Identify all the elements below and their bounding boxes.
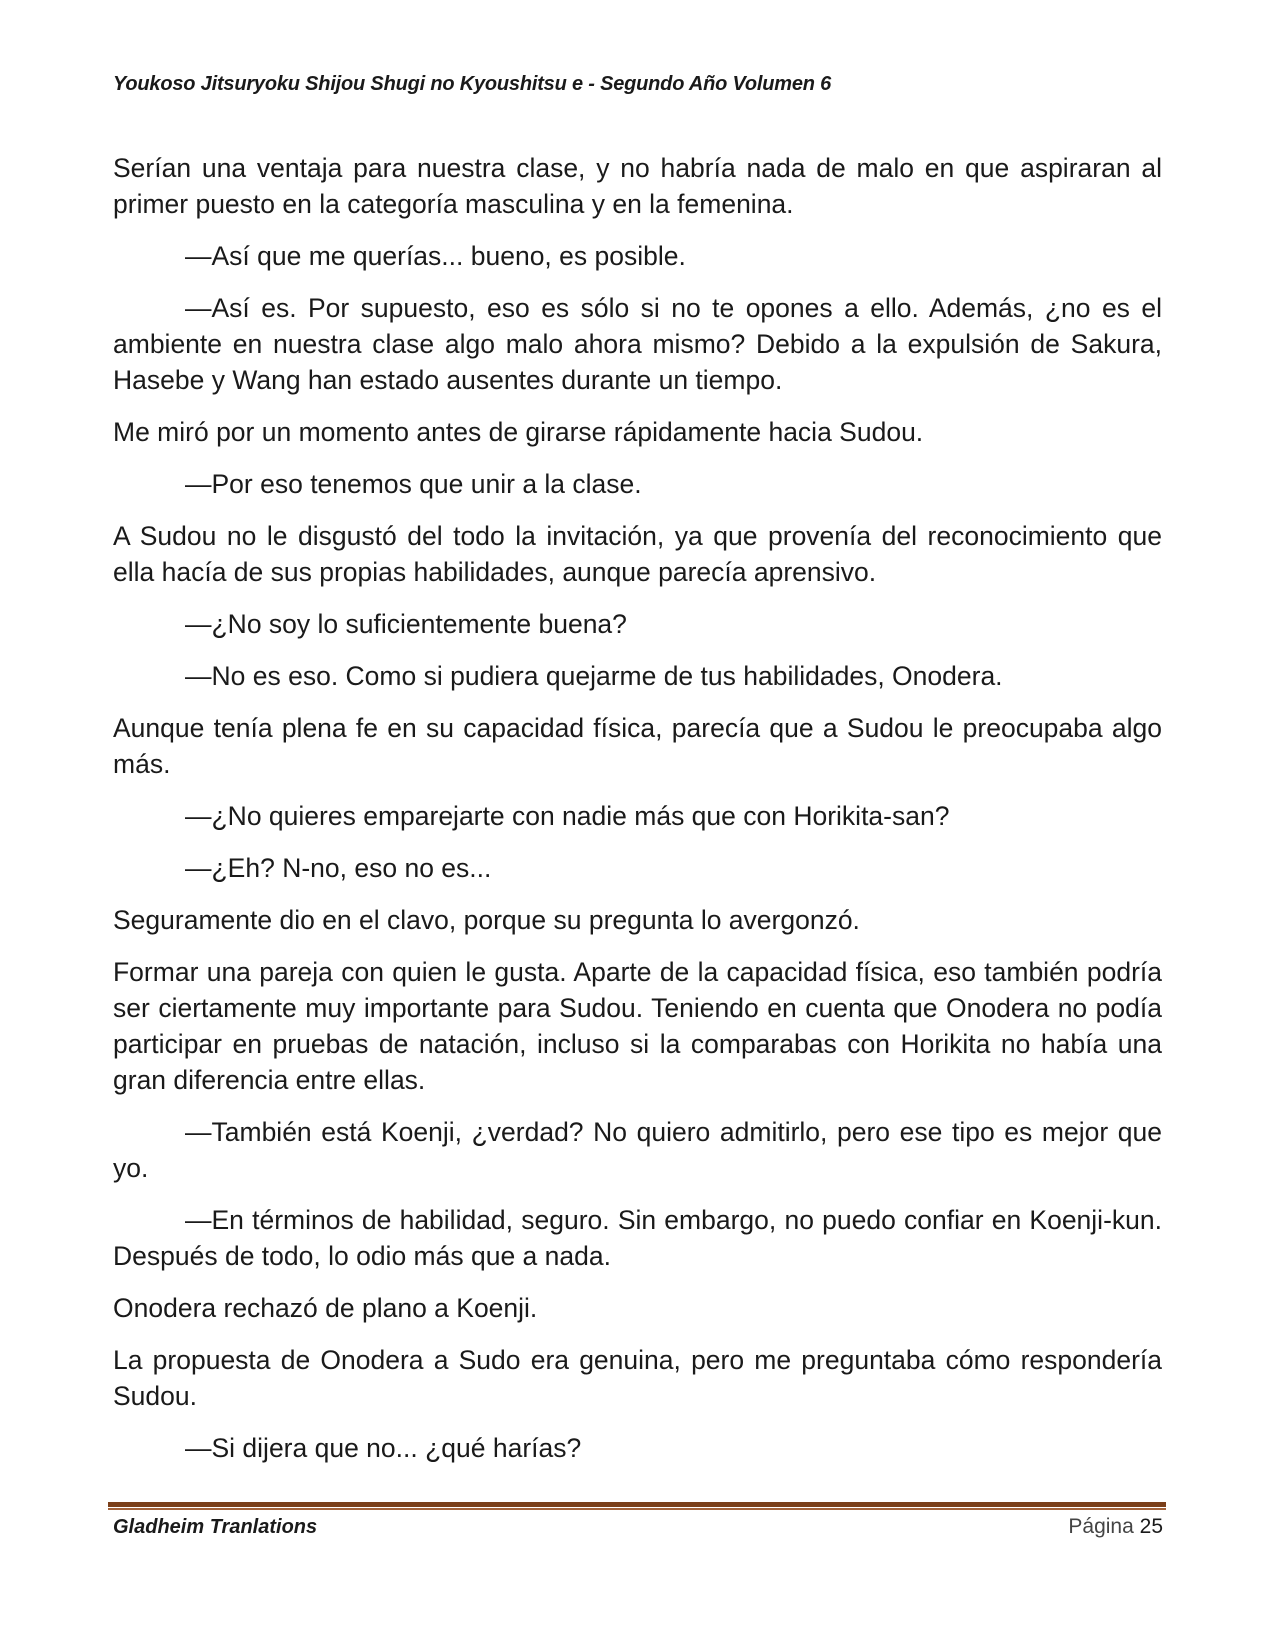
paragraph-17: La propuesta de Onodera a Sudo era genuina, pero me preguntaba cómo respondería Sudou. [113, 1345, 1162, 1411]
footer-page-indicator [1068, 1515, 1163, 1539]
paragraph-2: —Así que me querías... bueno, es posible. [185, 241, 686, 271]
paragraph-9: Aunque tenía plena fe en su capacidad física, parecía que a Sudou le preocupaba algo más. [113, 713, 1162, 779]
paragraph-7: —¿No soy lo suficientemente buena? [185, 609, 627, 639]
paragraph-8: —No es eso. Como si pudiera quejarme de tus habilidades, Onodera. [185, 661, 1003, 691]
footer-credit: Gladheim Tranlations [113, 1516, 318, 1538]
footer-page-number: 25 [1139, 1515, 1163, 1538]
paragraph-11: —¿Eh? N-no, eso no es... [185, 853, 492, 883]
page-header-title: Youkoso Jitsuryoku Shijou Shugi no Kyoushitsu e - Segundo Año Volumen 6 [113, 73, 832, 95]
footer-divider-thick [108, 1502, 1166, 1507]
paragraph-5: —Por eso tenemos que unir a la clase. [185, 469, 642, 499]
paragraph-1: Serían una ventaja para nuestra clase, y no habría nada de malo en que aspiraran al primer puesto en la categoría masculina y en la femenina. [113, 153, 1162, 219]
paragraph-3: —Así es. Por supuesto, eso es sólo si no te opones a ello. Además, ¿no es el ambiente en nuestra clase algo malo ahora mismo? Debido a la expulsión de Sakura, Hasebe y Wang han estado ausentes durante un tiempo. [113, 293, 1162, 395]
body-text [113, 150, 1162, 1482]
paragraph-13: Formar una pareja con quien le gusta. Aparte de la capacidad física, eso también podría ser ciertamente muy importante para Sudou. Teniendo en cuenta que Onodera no podía participar en pruebas de natación, incluso si la comparabas con Horikita no había una gran diferencia entre ellas. [113, 957, 1162, 1095]
paragraph-10: —¿No quieres emparejarte con nadie más que con Horikita-san? [185, 801, 950, 831]
paragraph-15: —En términos de habilidad, seguro. Sin embargo, no puedo confiar en Koenji-kun. Después de todo, lo odio más que a nada. [113, 1205, 1162, 1271]
paragraph-6: A Sudou no le disgustó del todo la invitación, ya que provenía del reconocimiento que ella hacía de sus propias habilidades, aunque parecía aprensivo. [113, 521, 1162, 587]
paragraph-12: Seguramente dio en el clavo, porque su pregunta lo avergonzó. [113, 905, 860, 935]
footer-divider-thin [108, 1508, 1166, 1510]
paragraph-14: —También está Koenji, ¿verdad? No quiero admitirlo, pero ese tipo es mejor que yo. [113, 1117, 1162, 1183]
paragraph-4: Me miró por un momento antes de girarse rápidamente hacia Sudou. [113, 417, 924, 447]
footer-divider [108, 1502, 1166, 1510]
paragraph-18: —Si dijera que no... ¿qué harías? [185, 1433, 582, 1463]
footer-page-label: Página [1068, 1515, 1134, 1538]
paragraph-16: Onodera rechazó de plano a Koenji. [113, 1293, 538, 1323]
